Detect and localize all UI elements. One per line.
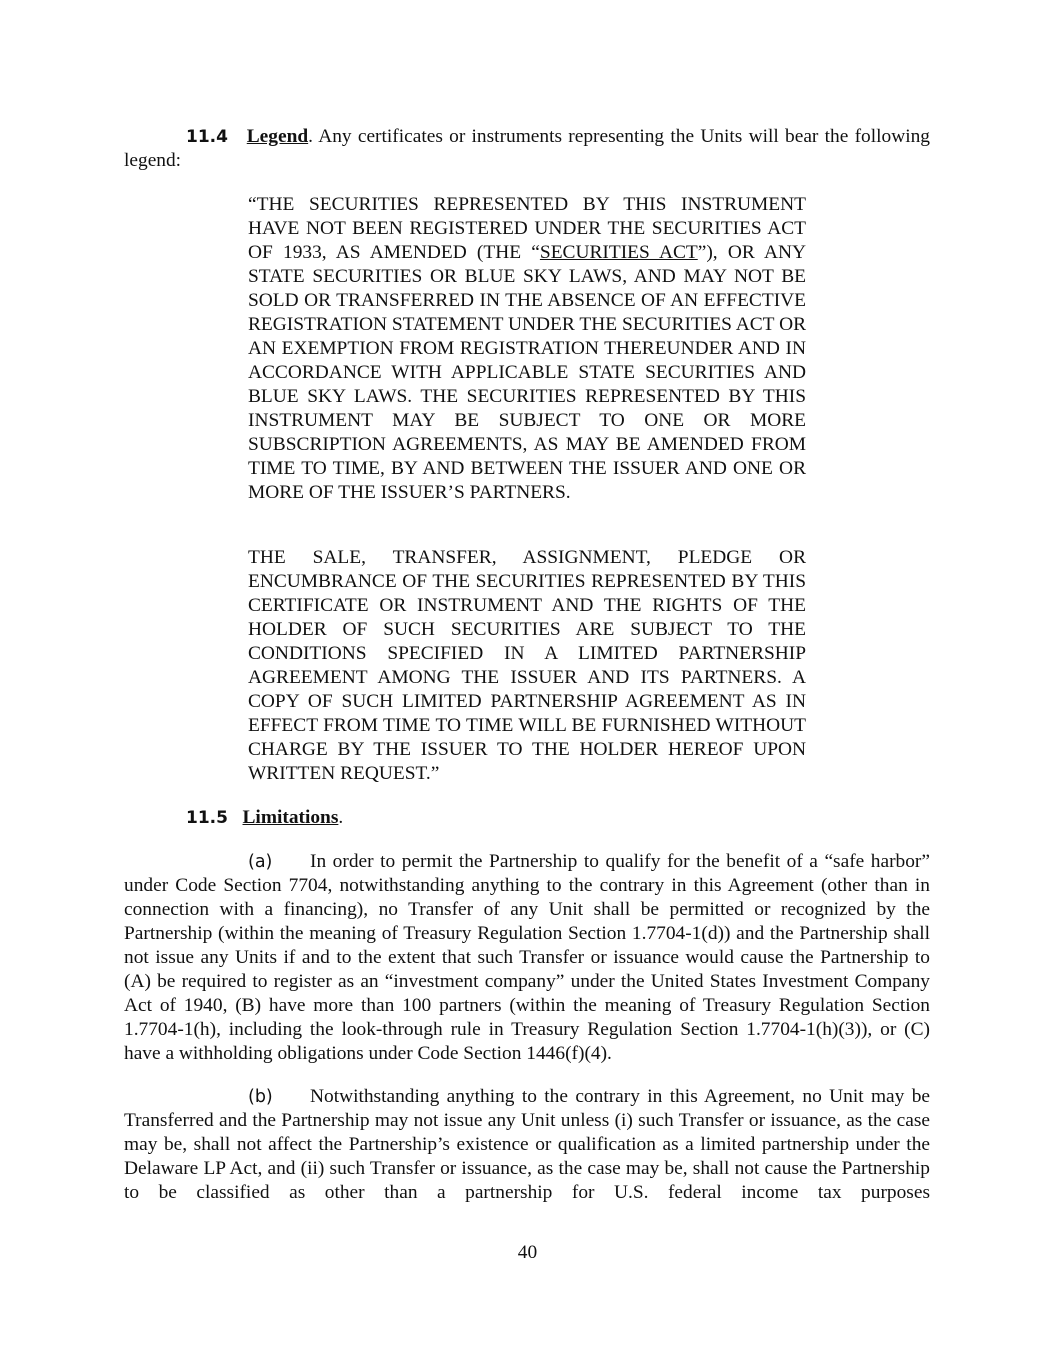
section-number: 11.5 — [186, 808, 228, 828]
paragraph-text: In order to permit the Partnership to qualify for the benefit of a “safe harbor” under Code Section 7704, notwithstanding anything to the contrary in this Agreement (other than in connection with a financing), no Transfer of any Unit shall be permitted or recognized by the Partnership (within the meaning of Treasury Regulation Section 1.7704-1(d)) and the Partnership shall not issue any Units if and to the extent that such Transfer or issuance would cause the Partnership to (A) be required to register as an “investment company” under the United States Investment Company Act of 1940, (B) have more than 100 partners (within the meaning of Treasury Regulation Section 1.7704-1(h), including the look-through rule in Treasury Regulation Section 1.7704-1(h)(3)), or (C) have a withholding obligations under Code Section 1446(f)(4). — [124, 851, 930, 1064]
section-number: 11.4 — [186, 127, 228, 147]
section-11-4-text: . Any certificates or instruments representing the Units will bear the following legend: — [124, 126, 930, 171]
paragraph-label: (a) — [248, 852, 273, 872]
paragraph-label: (b) — [248, 1087, 273, 1107]
section-11-5-heading — [186, 806, 486, 830]
section-11-4-paragraph — [124, 125, 930, 173]
legend-text-part: “THE SECURITIES REPRESENTED BY THIS INSTRUMENT HAVE NOT BEEN REGISTERED UNDER THE SECURITIES ACT OF 1933, AS AMENDED (THE “ — [248, 194, 806, 263]
section-title-period: . — [338, 807, 344, 828]
legend-text-part: ”), OR ANY STATE SECURITIES OR BLUE SKY LAWS, AND MAY NOT BE SOLD OR TRANSFERRED IN THE ABSENCE OF AN EFFECTIVE REGISTRATION STATEMENT UNDER THE SECURITIES ACT OR AN EXEMPTION FROM REGISTRATION THEREUNDER AND IN ACCORDANCE WITH APPLICABLE STATE SECURITIES AND BLUE SKY LAWS. THE SECURITIES REPRESENTED BY THIS INSTRUMENT MAY BE SUBJECT TO ONE OR MORE SUBSCRIPTION AGREEMENTS, AS MAY BE AMENDED FROM TIME TO TIME, BY AND BETWEEN THE ISSUER AND ONE OR MORE OF THE ISSUER’S PARTNERS. — [248, 242, 806, 503]
legend-paragraph-2: THE SALE, TRANSFER, ASSIGNMENT, PLEDGE OR ENCUMBRANCE OF THE SECURITIES REPRESENTED BY THIS CERTIFICATE OR INSTRUMENT AND THE RIGHTS OF THE HOLDER OF SUCH SECURITIES ARE SUBJECT TO THE CONDITIONS SPECIFIED IN A LIMITED PARTNERSHIP AGREEMENT AMONG THE ISSUER AND ITS PARTNERS. A COPY OF SUCH LIMITED PARTNERSHIP AGREEMENT AS IN EFFECT FROM TIME TO TIME WILL BE FURNISHED WITHOUT CHARGE BY THE ISSUER TO THE HOLDER HEREOF UPON WRITTEN REQUEST.” — [248, 547, 806, 784]
section-title: Limitations — [242, 807, 339, 828]
paragraph-b — [124, 1085, 930, 1205]
page-number: 40 — [517, 1242, 538, 1263]
securities-act-term: SECURITIES ACT — [539, 242, 698, 263]
paragraph-a — [124, 850, 930, 1066]
paragraph-text: Notwithstanding anything to the contrary in this Agreement, no Unit may be Transferred and the Partnership may not issue any Unit unless (i) such Transfer or issuance, as the case may be, shall not affect the Partnership’s existence or qualification as a limited partnership under the Delaware LP Act, and (ii) such Transfer or issuance, as the case may be, shall not cause the Partnership to be classified as other than a partnership for U.S. federal income tax purposes — [124, 1086, 930, 1203]
legend-paragraph-1 — [248, 193, 806, 505]
section-title: Legend — [246, 126, 309, 147]
section-11-4 — [124, 125, 930, 173]
